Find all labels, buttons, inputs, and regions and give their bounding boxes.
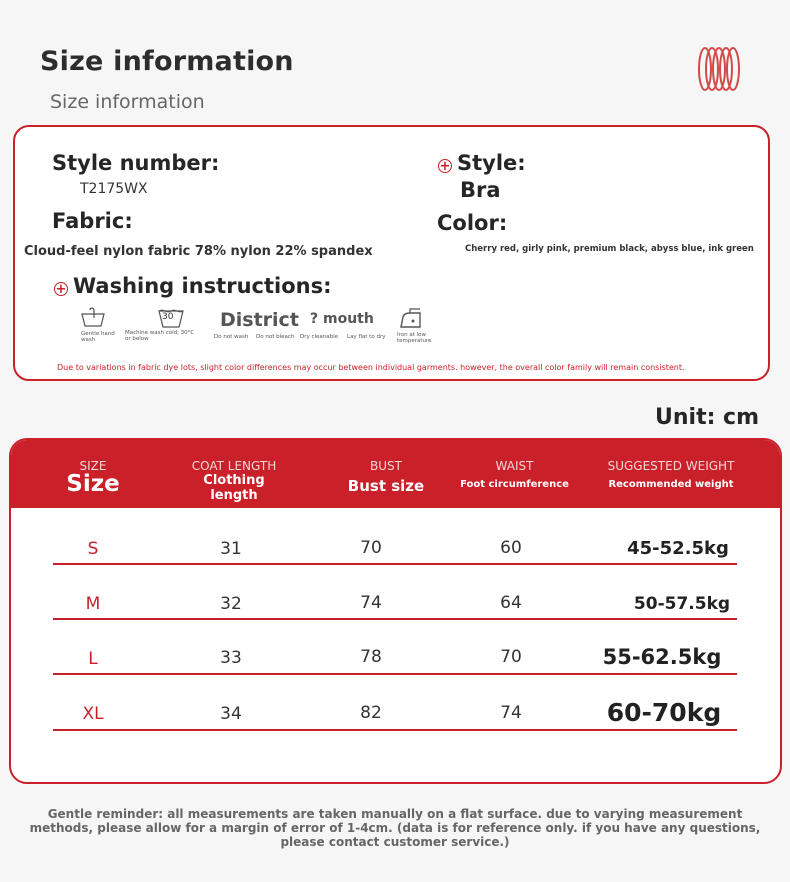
dry-clean-caption: Dry cleanable — [300, 334, 339, 340]
header-waist: WAIST Foot circumference — [460, 459, 569, 490]
color-variation-note: Due to variations in fabric dye lots, slight color differences may occur between individual garments. however, the overall color family will remain consistent. — [57, 363, 685, 372]
row-s-size: S — [87, 539, 99, 559]
row-l-waist: 70 — [500, 647, 522, 667]
fabric-value: Cloud-feel nylon fabric 78% nylon 22% spandex — [24, 244, 373, 259]
row-l-size: L — [88, 649, 98, 669]
row-xl-waist: 74 — [500, 703, 522, 723]
header-size: SIZE Size — [66, 459, 120, 497]
style-label: Style: — [457, 151, 526, 175]
header-bust: BUST Bust size — [347, 459, 425, 495]
district-text: District — [220, 309, 299, 331]
iron-caption: Iron at low temperature — [397, 332, 432, 344]
row-l-weight: 55-62.5kg — [602, 645, 722, 669]
row-s-length: 31 — [220, 539, 242, 559]
page-subtitle: Size information — [50, 91, 205, 113]
row-s-bust: 70 — [360, 538, 382, 558]
size-table — [9, 438, 782, 784]
row-xl-size: XL — [82, 704, 104, 724]
row-m-length: 32 — [220, 594, 242, 614]
color-label: Color: — [437, 211, 508, 235]
hand-wash-icon — [80, 306, 106, 328]
row-m-bust: 74 — [360, 593, 382, 613]
row-divider — [53, 563, 737, 565]
rings-logo-icon — [693, 45, 745, 93]
color-value: Cherry red, girly pink, premium black, abyss blue, ink green — [465, 244, 754, 254]
header-weight: SUGGESTED WEIGHT Recommended weight — [607, 459, 735, 490]
washing-plus-icon: + — [55, 281, 67, 297]
page-title: Size information — [40, 46, 294, 77]
measurement-reminder: Gentle reminder: all measurements are taken manually on a flat surface. due to varying measurement methods, please allow for a margin of error of 1-4cm. (data is for reference only. if you have any questions, please contact customer service.) — [29, 807, 761, 849]
row-xl-bust: 82 — [360, 703, 382, 723]
row-l-bust: 78 — [360, 647, 382, 667]
header-coat-length: COAT LENGTH Clothing length — [191, 459, 277, 503]
row-divider — [53, 673, 737, 675]
style-plus-icon: + — [439, 158, 451, 174]
row-m-waist: 64 — [500, 593, 522, 613]
row-xl-weight: 60-70kg — [606, 698, 722, 727]
row-m-weight: 50-57.5kg — [633, 594, 731, 614]
machine-wash-30-text: 30 — [162, 312, 174, 322]
row-m-size: M — [85, 594, 101, 614]
style-number-value: T2175WX — [80, 181, 148, 197]
iron-icon — [398, 307, 424, 329]
machine-wash-caption: Machine wash cold, 30°C or below — [125, 330, 195, 342]
hand-wash-caption: Gentle hand wash — [81, 331, 115, 343]
washing-label: Washing instructions: — [73, 274, 332, 298]
row-divider — [53, 729, 737, 731]
row-s-waist: 60 — [500, 538, 522, 558]
unit-label: Unit: cm — [655, 405, 760, 430]
do-not-wash-caption: Do not wash — [214, 334, 249, 340]
lay-flat-caption: Lay flat to dry — [347, 334, 386, 340]
row-divider — [53, 618, 737, 620]
row-s-weight: 45-52.5kg — [627, 538, 729, 559]
style-number-label: Style number: — [52, 151, 220, 175]
do-not-bleach-caption: Do not bleach — [256, 334, 295, 340]
fabric-label: Fabric: — [52, 209, 133, 233]
style-value: Bra — [460, 178, 501, 202]
row-l-length: 33 — [220, 648, 242, 668]
row-xl-length: 34 — [220, 704, 242, 724]
table-header — [11, 440, 782, 508]
mouth-text: ? mouth — [310, 311, 374, 327]
